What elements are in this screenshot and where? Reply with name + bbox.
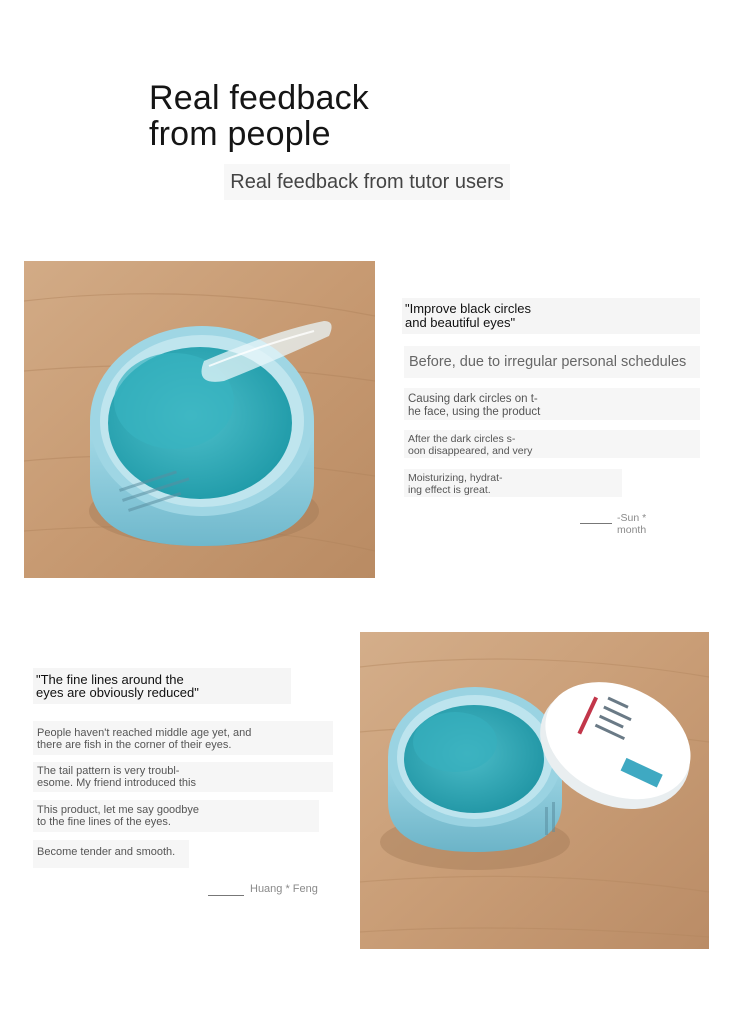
product-photo-open-jar xyxy=(24,261,375,578)
review-2-paragraph-2 xyxy=(33,762,333,792)
review-1-quote-line-1: "Improve black circles xyxy=(405,301,531,316)
page-title xyxy=(149,80,369,152)
review-1-paragraph-1: Before, due to irregular personal schedules xyxy=(404,346,700,378)
eye-mask-jar-lid-illustration xyxy=(360,632,709,949)
product-photo-jar-with-lid xyxy=(360,632,709,949)
review-1-paragraph-3 xyxy=(404,430,700,458)
review-1-paragraph-3-line-1: After the dark circles s- xyxy=(408,433,516,445)
review-2-paragraph-3-line-1: This product, let me say goodbye xyxy=(37,804,200,816)
title-line-2: from people xyxy=(149,115,331,153)
review-2-quote-line-1: "The fine lines around the xyxy=(36,672,184,687)
review-2-paragraph-2-line-1: The tail pattern is very troubl- xyxy=(37,765,180,777)
review-2-signature: Huang * Feng xyxy=(250,883,318,895)
review-1-paragraph-2-line-1: Causing dark circles on t- xyxy=(408,393,538,405)
review-1-quote xyxy=(402,298,700,334)
review-1-signature-line-2: month xyxy=(617,524,647,536)
review-2-signature-divider xyxy=(208,895,244,896)
review-2-paragraph-3-line-2: to the fine lines of the eyes. xyxy=(37,816,171,828)
review-1-signature-line-1: -Sun * xyxy=(617,512,647,524)
eye-mask-jar-illustration xyxy=(24,261,375,578)
review-1-paragraph-4 xyxy=(404,469,622,497)
review-1-quote-line-2: and beautiful eyes" xyxy=(405,315,516,330)
page-subtitle: Real feedback from tutor users xyxy=(224,164,510,200)
review-1-paragraph-2 xyxy=(404,388,700,420)
review-1-paragraph-4-line-2: ing effect is great. xyxy=(408,484,491,496)
review-2-paragraph-2-line-2: esome. My friend introduced this xyxy=(37,777,196,789)
review-1-paragraph-3-line-2: oon disappeared, and very xyxy=(408,445,533,457)
review-2-quote-line-2: eyes are obviously reduced" xyxy=(36,685,199,700)
title-line-1: Real feedback xyxy=(149,79,369,117)
review-1-signature xyxy=(617,512,646,536)
review-2-paragraph-1-line-2: there are fish in the corner of their eyes. xyxy=(37,739,232,751)
review-2-paragraph-1 xyxy=(33,721,333,755)
review-1-signature-divider xyxy=(580,523,612,524)
review-1-paragraph-4-line-1: Moisturizing, hydrat- xyxy=(408,472,503,484)
review-2-paragraph-4: Become tender and smooth. xyxy=(33,840,189,868)
review-2-paragraph-1-line-1: People haven't reached middle age yet, and xyxy=(37,727,252,739)
review-1-paragraph-2-line-2: he face, using the product xyxy=(408,406,541,418)
review-2-paragraph-3 xyxy=(33,800,319,832)
review-2-quote xyxy=(33,668,291,704)
